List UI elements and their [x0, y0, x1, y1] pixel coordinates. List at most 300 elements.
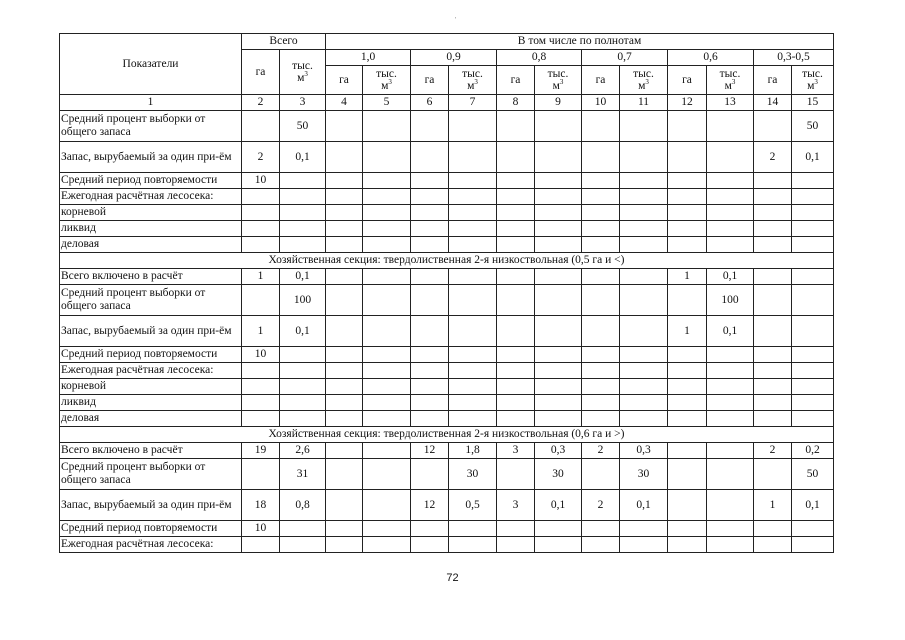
- table-cell: [620, 269, 668, 285]
- row-label: Средний процент выборки от общего запаса: [60, 285, 242, 316]
- table-cell: [326, 379, 363, 395]
- table-cell: 0,2: [792, 443, 834, 459]
- table-cell: [582, 395, 620, 411]
- table-cell: [497, 379, 535, 395]
- table-cell: [363, 111, 411, 142]
- table-cell: 1,8: [449, 443, 497, 459]
- table-cell: [449, 395, 497, 411]
- table-cell: 3: [497, 490, 535, 521]
- table-cell: [449, 347, 497, 363]
- table-cell: [326, 189, 363, 205]
- unit-thous: тыс.: [292, 59, 313, 72]
- row-label: Запас, вырубаемый за один при-ём: [60, 490, 242, 521]
- table-cell: [535, 285, 582, 316]
- table-row: [60, 173, 834, 189]
- table-cell: [497, 205, 535, 221]
- table-cell: [363, 443, 411, 459]
- table-cell: 12: [411, 443, 449, 459]
- table-cell: 12: [411, 490, 449, 521]
- table-cell: [326, 490, 363, 521]
- table-cell: [582, 537, 620, 553]
- table-cell: [535, 189, 582, 205]
- table-cell: 30: [535, 459, 582, 490]
- table-cell: 10: [242, 347, 280, 363]
- table-cell: [242, 537, 280, 553]
- table-cell: [707, 537, 754, 553]
- unit-thous: тыс.: [802, 67, 823, 80]
- table-cell: [242, 205, 280, 221]
- table-cell: [668, 142, 707, 173]
- table-cell: [620, 237, 668, 253]
- table-row: [60, 521, 834, 537]
- column-number: 6: [411, 95, 449, 111]
- table-cell: [620, 111, 668, 142]
- table-cell: [449, 221, 497, 237]
- table-cell: [792, 521, 834, 537]
- row-label: Всего включено в расчёт: [60, 269, 242, 285]
- table-cell: [535, 411, 582, 427]
- section-row: [60, 253, 834, 269]
- table-cell: [326, 285, 363, 316]
- table-row: [60, 537, 834, 553]
- table-cell: [411, 347, 449, 363]
- table-cell: [707, 189, 754, 205]
- table-cell: [449, 205, 497, 221]
- table-cell: 0,8: [280, 490, 326, 521]
- unit-sup: 3: [645, 78, 649, 87]
- table-cell: [497, 395, 535, 411]
- row-label: корневой: [60, 379, 242, 395]
- table-cell: 0,1: [280, 316, 326, 347]
- table-cell: [535, 363, 582, 379]
- table-cell: [668, 285, 707, 316]
- table-cell: [792, 316, 834, 347]
- table-cell: [792, 411, 834, 427]
- table-row: [60, 379, 834, 395]
- table-cell: [497, 459, 535, 490]
- table-cell: [582, 221, 620, 237]
- table-row: [60, 459, 834, 490]
- table-cell: [582, 379, 620, 395]
- table-cell: [754, 237, 792, 253]
- table-row: [60, 189, 834, 205]
- table-cell: [582, 173, 620, 189]
- table-cell: [411, 521, 449, 537]
- table-cell: [497, 347, 535, 363]
- table-cell: [620, 395, 668, 411]
- table-cell: [449, 285, 497, 316]
- table-cell: [242, 189, 280, 205]
- unit-m: м: [467, 80, 475, 92]
- table-cell: [326, 111, 363, 142]
- table-cell: [754, 285, 792, 316]
- table-cell: [754, 189, 792, 205]
- table-cell: [363, 189, 411, 205]
- table-row: [60, 443, 834, 459]
- column-number: 2: [242, 95, 280, 111]
- table-cell: 2: [754, 142, 792, 173]
- table-cell: [363, 521, 411, 537]
- table-cell: [582, 237, 620, 253]
- table-cell: [280, 237, 326, 253]
- table-cell: [280, 411, 326, 427]
- table-row: [60, 363, 834, 379]
- table-row: [60, 205, 834, 221]
- table-cell: 10: [242, 173, 280, 189]
- table-cell: [242, 285, 280, 316]
- table-cell: [668, 347, 707, 363]
- table-cell: [535, 521, 582, 537]
- table-cell: [280, 205, 326, 221]
- table-cell: [707, 111, 754, 142]
- table-cell: [535, 111, 582, 142]
- table-cell: [535, 173, 582, 189]
- table-cell: [326, 537, 363, 553]
- table-cell: [363, 237, 411, 253]
- table-cell: 19: [242, 443, 280, 459]
- table-cell: [535, 142, 582, 173]
- table-cell: [620, 521, 668, 537]
- table-cell: [363, 347, 411, 363]
- row-label: Запас, вырубаемый за один при-ём: [60, 316, 242, 347]
- table-cell: [497, 285, 535, 316]
- unit-thous: тыс.: [633, 67, 654, 80]
- table-cell: [449, 142, 497, 173]
- table-cell: 0,1: [707, 269, 754, 285]
- column-number: 1: [60, 95, 242, 111]
- table-cell: [620, 411, 668, 427]
- column-number: 12: [668, 95, 707, 111]
- table-cell: [411, 363, 449, 379]
- table-cell: [792, 173, 834, 189]
- column-number: 10: [582, 95, 620, 111]
- table-row: [60, 411, 834, 427]
- table-cell: [242, 459, 280, 490]
- row-label: Ежегодная расчётная лесосека:: [60, 363, 242, 379]
- including-header: В том числе по полнотам: [326, 34, 834, 50]
- thous-m3-header: [449, 66, 497, 95]
- density-group-header: 0,3-0,5: [754, 50, 834, 66]
- table-cell: [754, 537, 792, 553]
- indicators-header: Показатели: [60, 34, 242, 95]
- table-cell: [363, 459, 411, 490]
- table-cell: [411, 411, 449, 427]
- table-row: [60, 347, 834, 363]
- table-cell: 1: [668, 316, 707, 347]
- table-cell: [411, 537, 449, 553]
- unit-m: м: [381, 80, 389, 92]
- table-cell: [668, 189, 707, 205]
- table-cell: [535, 379, 582, 395]
- row-label: Средний процент выборки от общего запаса: [60, 459, 242, 490]
- table-cell: [668, 459, 707, 490]
- total-thous-m3-header: [280, 50, 326, 95]
- table-cell: [792, 189, 834, 205]
- table-cell: [449, 111, 497, 142]
- table-cell: 50: [792, 111, 834, 142]
- table-cell: [363, 316, 411, 347]
- table-cell: [280, 189, 326, 205]
- total-header: Всего: [242, 34, 326, 50]
- table-cell: 3: [497, 443, 535, 459]
- row-label: Средний период повторяемости: [60, 347, 242, 363]
- table-row: [60, 221, 834, 237]
- table-cell: [411, 395, 449, 411]
- table-cell: [449, 189, 497, 205]
- table-cell: [707, 347, 754, 363]
- table-cell: [411, 285, 449, 316]
- unit-thous: тыс.: [719, 67, 741, 80]
- table-cell: [582, 285, 620, 316]
- table-cell: [754, 347, 792, 363]
- column-number: 13: [707, 95, 754, 111]
- table-cell: [280, 363, 326, 379]
- table-cell: [497, 111, 535, 142]
- table-row: [60, 316, 834, 347]
- table-cell: [707, 443, 754, 459]
- table-cell: [326, 411, 363, 427]
- table-cell: [411, 142, 449, 173]
- table-cell: [668, 490, 707, 521]
- table-cell: 2: [754, 443, 792, 459]
- table-cell: [326, 221, 363, 237]
- unit-m: м: [297, 72, 305, 84]
- table-row: [60, 111, 834, 142]
- table-cell: [363, 411, 411, 427]
- unit-m: м: [724, 80, 732, 92]
- table-cell: 100: [280, 285, 326, 316]
- table-cell: [411, 379, 449, 395]
- forest-stock-table: [59, 33, 834, 553]
- table-cell: [754, 316, 792, 347]
- table-cell: [620, 363, 668, 379]
- table-cell: [754, 173, 792, 189]
- table-cell: [707, 142, 754, 173]
- unit-m: м: [638, 80, 646, 92]
- table-cell: [497, 189, 535, 205]
- table-cell: [326, 521, 363, 537]
- table-cell: [363, 221, 411, 237]
- table-row: [60, 269, 834, 285]
- density-group-header: 0,8: [497, 50, 582, 66]
- table-cell: [792, 221, 834, 237]
- table-cell: [620, 285, 668, 316]
- table-cell: [535, 537, 582, 553]
- table-cell: 1: [754, 490, 792, 521]
- table-cell: [620, 189, 668, 205]
- page-number: 72: [446, 572, 459, 584]
- table-cell: [242, 411, 280, 427]
- table-cell: 1: [242, 269, 280, 285]
- column-number: 11: [620, 95, 668, 111]
- section-title: Хозяйственная секция: твердолиственная 2-я низкоствольная (0,5 га и <): [60, 253, 834, 269]
- table-cell: 0,3: [620, 443, 668, 459]
- thous-m3-header: [535, 66, 582, 95]
- table-cell: [497, 237, 535, 253]
- column-number: 9: [535, 95, 582, 111]
- table-cell: [582, 363, 620, 379]
- row-label: Средний период повторяемости: [60, 521, 242, 537]
- row-label: Ежегодная расчётная лесосека:: [60, 189, 242, 205]
- ha-header: га: [582, 66, 620, 95]
- table-cell: [411, 459, 449, 490]
- table-cell: [497, 411, 535, 427]
- table-cell: [620, 142, 668, 173]
- table-cell: [363, 205, 411, 221]
- table-cell: [792, 237, 834, 253]
- table-row: [60, 142, 834, 173]
- table-cell: 2: [242, 142, 280, 173]
- table-cell: [754, 269, 792, 285]
- table-cell: [280, 521, 326, 537]
- table-cell: [668, 237, 707, 253]
- row-label: ликвид: [60, 395, 242, 411]
- table-cell: 10: [242, 521, 280, 537]
- table-cell: 30: [620, 459, 668, 490]
- table-cell: [668, 205, 707, 221]
- table-cell: [326, 269, 363, 285]
- row-label: ликвид: [60, 221, 242, 237]
- unit-sup: 3: [559, 78, 564, 87]
- table-cell: [242, 379, 280, 395]
- column-number: 4: [326, 95, 363, 111]
- unit-m: м: [807, 80, 815, 92]
- table-row: [60, 237, 834, 253]
- column-number: 3: [280, 95, 326, 111]
- table-cell: [326, 395, 363, 411]
- row-label: Запас, вырубаемый за один при-ём: [60, 142, 242, 173]
- table-cell: [535, 347, 582, 363]
- table-cell: [411, 205, 449, 221]
- table-cell: [326, 316, 363, 347]
- table-cell: [497, 537, 535, 553]
- table-cell: [582, 459, 620, 490]
- ha-header: га: [497, 66, 535, 95]
- table-cell: [754, 111, 792, 142]
- table-cell: [326, 173, 363, 189]
- table-cell: [242, 237, 280, 253]
- row-label: деловая: [60, 411, 242, 427]
- table-cell: [326, 205, 363, 221]
- density-group-header: 1,0: [326, 50, 411, 66]
- table-cell: [707, 173, 754, 189]
- table-cell: [582, 316, 620, 347]
- table-cell: [668, 411, 707, 427]
- table-cell: [792, 363, 834, 379]
- table-cell: [411, 316, 449, 347]
- table-cell: [363, 363, 411, 379]
- table-cell: 0,1: [707, 316, 754, 347]
- table-cell: [754, 221, 792, 237]
- density-group-header: 0,7: [582, 50, 668, 66]
- table-cell: [326, 237, 363, 253]
- table-cell: [449, 411, 497, 427]
- table-cell: [280, 221, 326, 237]
- table-cell: 0,5: [449, 490, 497, 521]
- scan-mark: ': [455, 16, 457, 24]
- table-cell: [280, 537, 326, 553]
- thous-m3-header: [792, 66, 834, 95]
- table-cell: [242, 221, 280, 237]
- table-cell: [449, 316, 497, 347]
- ha-header: га: [411, 66, 449, 95]
- table-cell: [792, 395, 834, 411]
- table-cell: [280, 395, 326, 411]
- unit-sup: 3: [474, 78, 478, 87]
- ha-header: га: [668, 66, 707, 95]
- table-cell: [582, 205, 620, 221]
- table-cell: [535, 221, 582, 237]
- table-cell: [363, 142, 411, 173]
- table-cell: 1: [668, 269, 707, 285]
- table-cell: [620, 173, 668, 189]
- table-cell: [363, 285, 411, 316]
- table-cell: [707, 411, 754, 427]
- density-group-header: 0,9: [411, 50, 497, 66]
- table-cell: [497, 316, 535, 347]
- table-cell: [707, 459, 754, 490]
- row-label: Всего включено в расчёт: [60, 443, 242, 459]
- table-cell: [620, 316, 668, 347]
- table-cell: [535, 395, 582, 411]
- table-cell: [535, 237, 582, 253]
- total-ha-header: га: [242, 50, 280, 95]
- table-cell: [449, 237, 497, 253]
- table-cell: [411, 111, 449, 142]
- table-cell: [707, 379, 754, 395]
- table-cell: 50: [792, 459, 834, 490]
- table-cell: [449, 363, 497, 379]
- unit-thous: тыс.: [462, 67, 483, 80]
- table-cell: [620, 537, 668, 553]
- table-cell: [754, 521, 792, 537]
- unit-m: м: [552, 80, 560, 92]
- table-cell: 50: [280, 111, 326, 142]
- table-cell: [668, 379, 707, 395]
- table-cell: [449, 521, 497, 537]
- table-cell: [582, 411, 620, 427]
- table-cell: [792, 347, 834, 363]
- table-cell: [707, 205, 754, 221]
- table-cell: [620, 347, 668, 363]
- table-cell: [754, 363, 792, 379]
- table-cell: [707, 395, 754, 411]
- unit-thous: тыс.: [547, 67, 569, 80]
- table-cell: [497, 173, 535, 189]
- section-title: Хозяйственная секция: твердолиственная 2-я низкоствольная (0,6 га и >): [60, 427, 834, 443]
- row-label: Ежегодная расчётная лесосека:: [60, 537, 242, 553]
- table-cell: [363, 537, 411, 553]
- table-cell: [792, 269, 834, 285]
- table-cell: [280, 173, 326, 189]
- table-cell: [668, 537, 707, 553]
- table-cell: [582, 269, 620, 285]
- table-cell: [326, 459, 363, 490]
- table-cell: [535, 316, 582, 347]
- table-cell: 0,1: [792, 142, 834, 173]
- section-row: [60, 427, 834, 443]
- table-cell: 31: [280, 459, 326, 490]
- table-cell: 0,1: [620, 490, 668, 521]
- table-cell: [242, 111, 280, 142]
- table-cell: 100: [707, 285, 754, 316]
- table-cell: [668, 521, 707, 537]
- table-cell: [754, 411, 792, 427]
- table-cell: [363, 269, 411, 285]
- row-label: деловая: [60, 237, 242, 253]
- row-label: Средний процент выборки от общего запаса: [60, 111, 242, 142]
- column-number: 14: [754, 95, 792, 111]
